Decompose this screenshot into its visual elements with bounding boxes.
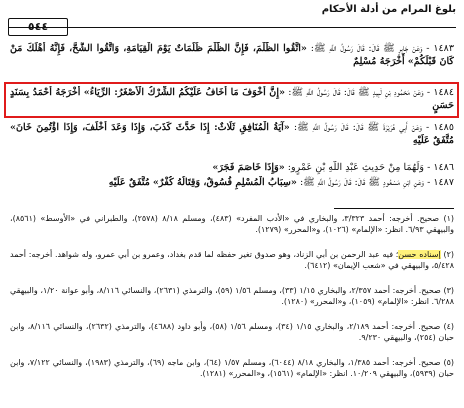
hadith-source: أَخْرَجَهُ أَحْمَدُ بِسَنَدٍ حَسَنٍ	[10, 87, 454, 111]
footnote-3: (٣) صحيح. أخرجه: أحمد ٢/٣٥٧، والبخاري ١/١٥ (٣٣)، ومسلم ١/٥٦ (٥٩)، والترمذي (٢٦٣١)، والنسائي ٨/١١٦، وأبو عوانة ١/٢٠، والبيهقي ٦/٢٨٨. انظر: «الإلمام» (١٠٥٩)، و«المحرر» (١٢٨٠).	[10, 286, 454, 306]
hadith-1483: ١٤٨٣ - وَعَنْ جَابِرٍ ﷺ قَالَ: قَالَ رَسُولُ اللَّهِ ﷺ: «اتَّقُوا الظُّلْمَ، فَإِنَّ الظُّلْمَ ظُلُمَاتٌ يَوْمَ الْقِيَامَةِ، وَاتَّقُوا الشُّحَّ، فَإِنَّهُ أَهْلَكَ مَنْ كَانَ قَبْلَكُمْ» أَخْرَجَهُ مُسْلِمٌ	[10, 43, 454, 67]
running-title: بلوغ المرام من أدلة الأحكام	[321, 4, 456, 15]
hadith-quote: «سِبَابُ الْمُسْلِمِ فُسُوقٌ، وَقِتَالُهُ كُفْرٌ»	[152, 177, 297, 188]
footnote-2: (٢) إسناده حسن؛ فيه عبد الرحمن بن أبي الزناد، وهو صدوق تغير حفظه لما قدم بغداد، وعمرو بن أبي عمرو، وله شواهد. أخرجه: أحمد ٥/٤٢٨، والبيهقي في «شعب الإيمان» (٦٤١٢).	[10, 250, 454, 270]
hadith-source: مُتَّفَقٌ عَلَيْهِ	[108, 177, 150, 188]
hadith-1487: ١٤٨٧ - وَعَنِ ابْنِ مَسْعُودٍ ﷺ قَالَ: قَالَ رَسُولُ اللَّهِ ﷺ: «سِبَابُ الْمُسْلِمِ فُسُوقٌ، وَقِتَالُهُ كُفْرٌ» مُتَّفَقٌ عَلَيْهِ	[108, 177, 454, 188]
footnote-4: (٤) صحيح. أخرجه: أحمد ٢/١٨٩، والبخاري ١/١٥ (٣٤)، ومسلم ١/٥٦ (٥٨)، وأبو داود (٤٦٨٨)، والترمذي (٢٦٣٢)، والنسائي ٨/١١٦، وابن حبان (٢٥٤)، والبيهقي ٩/٢٣٠.	[10, 322, 454, 342]
hadith-1486: ١٤٨٦ - وَلَهُمَا مِنْ حَدِيثِ عَبْدِ اللَّهِ بْنِ عَمْرٍو: «وَإِذَا خَاصَمَ فَجَرَ»	[212, 162, 454, 173]
hadith-intro: وَعَنْ جَابِرٍ ﷺ قَالَ: قَالَ رَسُولُ اللَّهِ ﷺ:	[310, 43, 423, 54]
hadith-number: ١٤٨٤	[433, 87, 454, 98]
hadith-intro: وَعَنْ أَبِي هُرَيْرَةَ ﷺ قَالَ: قَالَ رَسُولُ اللَّهِ ﷺ:	[293, 122, 422, 133]
footnote-rule	[334, 208, 454, 209]
hadith-quote: «وَإِذَا خَاصَمَ فَجَرَ»	[212, 162, 285, 173]
hadith-source: أَخْرَجَهُ مُسْلِمٌ	[353, 56, 405, 67]
hadith-number: ١٤٨٣	[433, 43, 454, 54]
hadith-intro: وَلَهُمَا مِنْ حَدِيثِ عَبْدِ اللَّهِ بْنِ عَمْرٍو:	[287, 162, 425, 173]
hadith-source: مُتَّفَقٌ عَلَيْهِ	[412, 135, 454, 146]
page-number: ٥٤٤	[8, 18, 68, 36]
hadith-number: ١٤٨٦	[433, 162, 454, 173]
hadith-1485: ١٤٨٥ - وَعَنْ أَبِي هُرَيْرَةَ ﷺ قَالَ: قَالَ رَسُولُ اللَّهِ ﷺ: «آيَةُ الْمُنَافِقِ ثَلَاثٌ: إِذَا حَدَّثَ كَذَبَ، وَإِذَا وَعَدَ أَخْلَفَ، وَإِذَا اؤْتُمِنَ خَانَ» مُتَّفَقٌ عَلَيْهِ	[10, 122, 454, 146]
hadith-quote: «إِنَّ أَخْوَفَ مَا أَخَافُ عَلَيْكُمُ الشِّرْكُ الْأَصْغَرُ: الرِّيَاءُ»	[83, 87, 286, 98]
hadith-intro: وَعَنِ ابْنِ مَسْعُودٍ ﷺ قَالَ: قَالَ رَسُولُ اللَّهِ ﷺ:	[299, 177, 425, 188]
header-rule	[8, 27, 456, 28]
hadith-quote: «اتَّقُوا الظُّلْمَ، فَإِنَّ الظُّلْمَ ظُلُمَاتٌ يَوْمَ الْقِيَامَةِ، وَاتَّقُوا الشُّحَّ، فَإِنَّهُ أَهْلَكَ مَنْ كَانَ قَبْلَكُمْ»	[10, 43, 454, 67]
footnote-2-text: ؛ فيه عبد الرحمن بن أبي الزناد، وهو صدوق تغير حفظه لما قدم بغداد، وعمرو بن أبي عمرو، وله شواهد. أخرجه: أحمد ٥/٤٢٨، والبيهقي في «شعب الإيمان» (٦٤١٢).	[10, 250, 454, 270]
hadith-number: ١٤٨٥	[433, 122, 454, 133]
footnote-1: (١) صحيح. أخرجه: أحمد ٣/٣٢٣، والبخاري في «الأدب المفرد» (٤٨٣)، ومسلم ٨/١٨ (٢٥٧٨)، والطبراني في «الأوسط» (٨٥٦١)، والبيهقي ٦/٩٣. انظر: «الإلمام» (١٠٢٦)، و«المحرر» (١٢٧٩).	[10, 214, 454, 234]
highlighted-grading: إسناده حسن	[398, 250, 441, 259]
hadith-quote: «آيَةُ الْمُنَافِقِ ثَلَاثٌ: إِذَا حَدَّثَ كَذَبَ، وَإِذَا وَعَدَ أَخْلَفَ، وَإِذَا اؤْتُمِنَ خَانَ»	[10, 122, 290, 133]
hadith-intro: وَعَنْ مَحْمُودِ بْنِ لَبِيدٍ ﷺ قَالَ: قَالَ رَسُولُ اللَّهِ ﷺ:	[288, 87, 424, 98]
footnote-5: (٥) صحيح. أخرجه: أحمد ١/٣٨٥، والبخاري ٨/١٨ (٦٠٤٤)، ومسلم ١/٥٧ (٦٤)، وابن ماجه (٦٩)، والترمذي (١٩٨٣)، والنسائي ٧/١٢٢، وابن حبان (٥٩٣٩)، والبيهقي ١٠/٢٠٩. انظر: «الإلمام» (١٥٦١)، و«المحرر» (١٢٨١).	[10, 358, 454, 378]
hadith-number: ١٤٨٧	[433, 177, 454, 188]
hadith-1484: ١٤٨٤ - وَعَنْ مَحْمُودِ بْنِ لَبِيدٍ ﷺ قَالَ: قَالَ رَسُولُ اللَّهِ ﷺ: «إِنَّ أَخْوَفَ مَا أَخَافُ عَلَيْكُمُ الشِّرْكُ الْأَصْغَرُ: الرِّيَاءُ» أَخْرَجَهُ أَحْمَدُ بِسَنَدٍ حَسَنٍ	[10, 87, 454, 111]
